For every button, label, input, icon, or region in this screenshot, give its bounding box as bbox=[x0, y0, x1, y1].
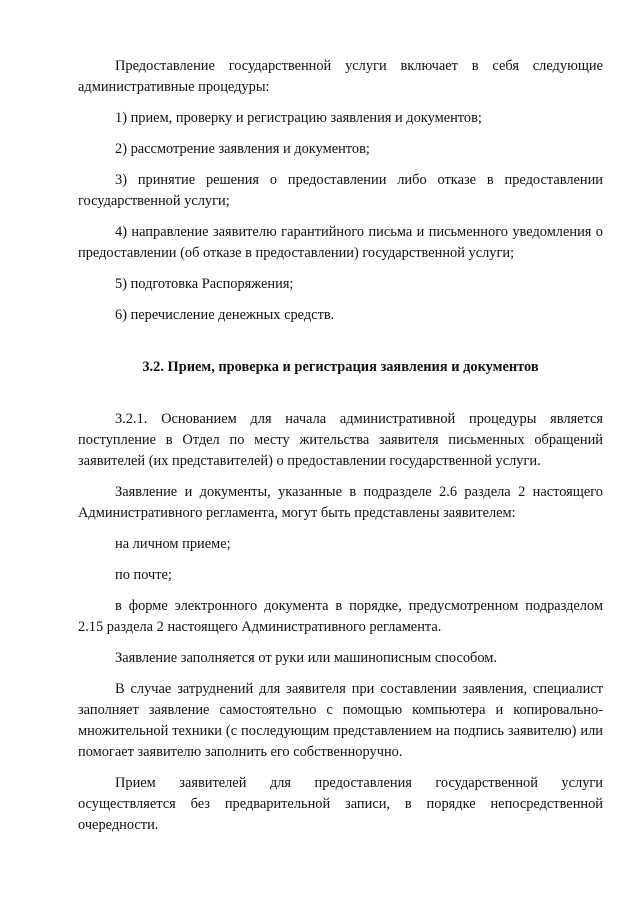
paragraph-reception: Прием заявителей для предоставления государственной услуги осуществляется без предварительной записи, в порядке непосредственной очередности. bbox=[78, 775, 603, 833]
paragraph-3-2-1: 3.2.1. Основанием для начала административной процедуры является поступление в Отдел по месту жительства заявителя письменных обращений заявителей (их представителей) о предоставлении государственной услуги. bbox=[78, 411, 603, 469]
procedure-item-4: 4) направление заявителю гарантийного письма и письменного уведомления о предоставлении (об отказе в предоставлении) государственной услуги; bbox=[78, 224, 603, 261]
paragraph-documents: Заявление и документы, указанные в подразделе 2.6 раздела 2 настоящего Административного регламента, могут быть представлены заявителем: bbox=[78, 484, 603, 521]
paragraph-fill-method: Заявление заполняется от руки или машинописным способом. bbox=[115, 650, 497, 666]
paragraph-assistance: В случае затруднений для заявителя при составлении заявления, специалист заполняет заявление самостоятельно с помощью компьютера и копировально-множительной техники (с последующим представлением на подпись заявителю) или помогает заявителю заполнить его собственноручно. bbox=[78, 681, 603, 760]
document-page bbox=[78, 56, 603, 836]
procedure-item-2: 2) рассмотрение заявления и документов; bbox=[115, 141, 370, 157]
submission-method-in-person: на личном приеме; bbox=[115, 536, 231, 552]
section-heading: 3.2. Прием, проверка и регистрация заявления и документов bbox=[142, 359, 539, 375]
procedure-item-5: 5) подготовка Распоряжения; bbox=[115, 276, 294, 292]
paragraph-intro: Предоставление государственной услуги включает в себя следующие административные процедуры: bbox=[78, 58, 603, 95]
procedure-item-6: 6) перечисление денежных средств. bbox=[115, 307, 335, 323]
procedure-item-1: 1) прием, проверку и регистрацию заявления и документов; bbox=[115, 110, 482, 126]
submission-method-mail: по почте; bbox=[115, 567, 172, 583]
procedure-item-3: 3) принятие решения о предоставлении либо отказе в предоставлении государственной услуги; bbox=[78, 172, 603, 209]
submission-method-electronic: в форме электронного документа в порядке, предусмотренном подразделом 2.15 раздела 2 настоящего Административного регламента. bbox=[78, 598, 603, 635]
